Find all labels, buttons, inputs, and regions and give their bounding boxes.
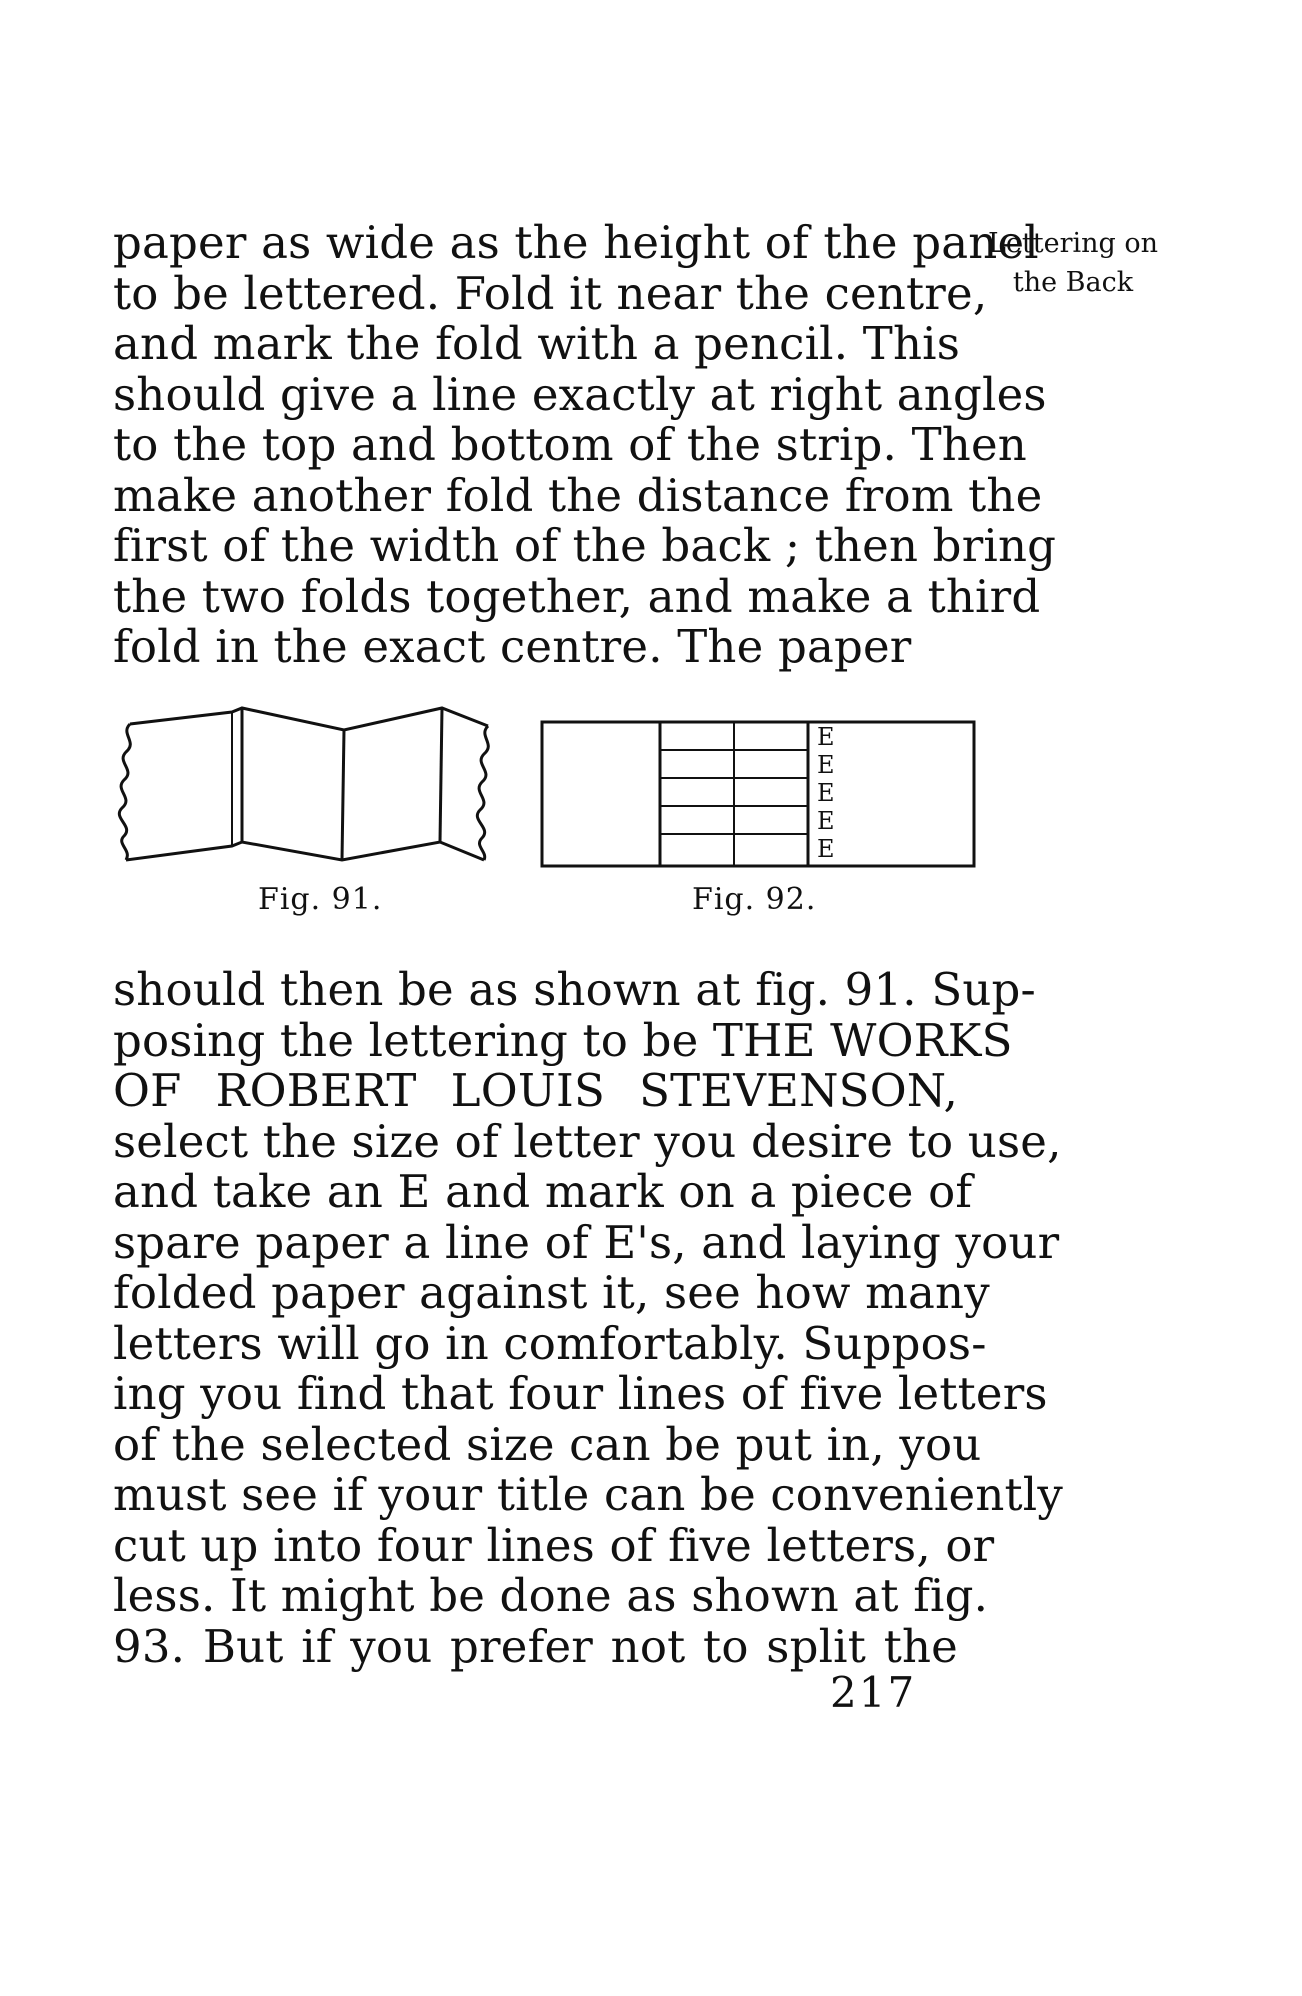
- text-line: and mark the fold with a pencil. This: [113, 317, 961, 370]
- text-line: make another fold the distance from the: [113, 468, 1043, 522]
- text-line: the two folds together, and make a third: [113, 569, 1041, 623]
- text-line: OF ROBERT LOUIS STEVENSON,: [113, 1064, 958, 1117]
- margin-note: [988, 224, 1158, 302]
- text-line: should give a line exactly at right angles: [113, 367, 1047, 421]
- page-number: 217: [830, 1668, 917, 1717]
- text-line: spare paper a line of E's, and laying your: [113, 1215, 1060, 1269]
- text-line: first of the width of the back ; then bring: [113, 519, 1057, 572]
- text-line: must see if your title can be conveniently: [113, 1468, 1064, 1521]
- text-line: to the top and bottom of the strip. Then: [113, 418, 1027, 471]
- text-line: 93. But if you prefer not to split the: [113, 1619, 958, 1673]
- paragraph-1: [113, 216, 1057, 673]
- text-line: less. It might be done as shown at fig.: [113, 1569, 989, 1622]
- text-line: posing the lettering to be THE WORKS: [113, 1013, 1013, 1067]
- text-line: and take an E and mark on a piece of: [113, 1165, 973, 1218]
- text-line: should then be as shown at fig. 91. Sup-: [113, 963, 1036, 1016]
- paragraph-2: [113, 963, 1064, 1673]
- text-line: cut up into four lines of five letters, or: [113, 1518, 995, 1572]
- text-line: fold in the exact centre. The paper: [113, 620, 912, 673]
- text-line: select the size of letter you desire to use,: [113, 1114, 1062, 1168]
- text-line: ing you find that four lines of five letters: [113, 1367, 1048, 1420]
- figure-92-caption: Fig. 92.: [692, 882, 817, 917]
- text-line: of the selected size can be put in, you: [113, 1417, 982, 1471]
- margin-note-line: Lettering on: [988, 228, 1159, 259]
- figure-92-letter: E: [817, 835, 835, 863]
- text-line: to be lettered. Fold it near the centre,: [113, 266, 988, 320]
- figure-92-letter: E: [817, 807, 835, 835]
- figure-91-caption: Fig. 91.: [258, 882, 383, 917]
- text-line: folded paper against it, see how many: [113, 1266, 990, 1319]
- figure-92-letter: E: [817, 751, 835, 779]
- figure-92-lettering-layout: [540, 700, 990, 880]
- text-line: paper as wide as the height of the panel: [113, 216, 1039, 269]
- figure-92-letter: E: [817, 779, 835, 807]
- figure-92-letter: E: [817, 723, 835, 751]
- margin-note-line: the Back: [1012, 267, 1134, 298]
- figure-91-folded-paper: [112, 700, 512, 880]
- text-line: letters will go in comfortably. Suppos-: [113, 1316, 987, 1370]
